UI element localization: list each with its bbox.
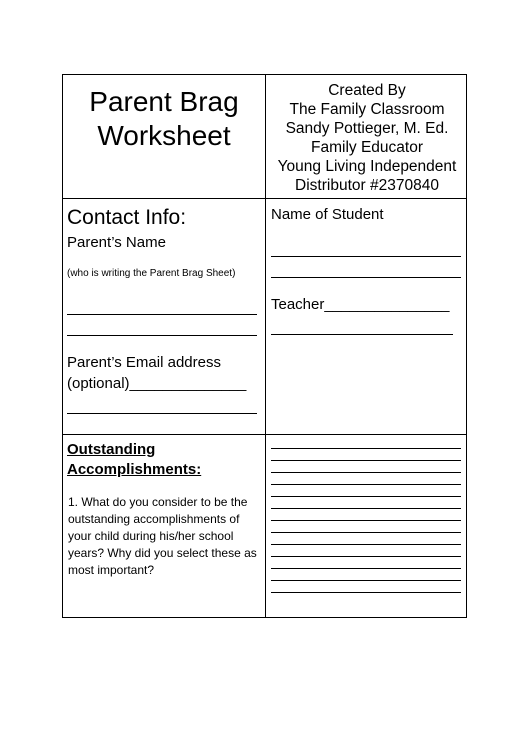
answer-line[interactable] — [271, 448, 461, 449]
title-line-1: Parent Brag — [89, 86, 239, 117]
accomplishments-heading-line-1: Outstanding — [67, 441, 156, 458]
title-line-2: Worksheet — [97, 120, 231, 151]
answer-line[interactable] — [271, 508, 461, 509]
credit-line: Sandy Pottieger, M. Ed. — [285, 120, 449, 137]
worksheet-table — [62, 74, 467, 618]
accomplishments-question: 1. What do you consider to be the outstanding accomplishments of your child during his/her school years? Why did you select these as most important? — [68, 495, 257, 577]
parent-name-line[interactable] — [67, 335, 257, 336]
answer-line[interactable] — [271, 592, 461, 593]
parent-name-label: Parent’s Name — [67, 234, 166, 251]
row-divider-contact — [63, 434, 466, 435]
worksheet-title — [63, 85, 265, 153]
parent-name-note: (who is writing the Parent Brag Sheet) — [67, 268, 236, 279]
accomplishments-heading — [67, 440, 201, 480]
credit-line: Young Living Independent — [277, 158, 457, 175]
credit-block — [266, 81, 468, 195]
answer-line[interactable] — [271, 472, 461, 473]
answer-line[interactable] — [271, 484, 461, 485]
answer-line[interactable] — [271, 496, 461, 497]
parent-name-line[interactable] — [67, 314, 257, 315]
answer-line[interactable] — [271, 532, 461, 533]
email-label: Parent’s Email address — [67, 354, 221, 371]
student-name-line[interactable] — [271, 277, 461, 278]
answer-line[interactable] — [271, 580, 461, 581]
accomplishments-heading-line-2: Accomplishments: — [67, 461, 202, 478]
email-line[interactable] — [67, 413, 257, 414]
answer-line[interactable] — [271, 544, 461, 545]
answer-line[interactable] — [271, 568, 461, 569]
credit-line: Family Educator — [311, 139, 423, 156]
credit-line: The Family Classroom — [289, 101, 445, 118]
teacher-line[interactable]: Teacher_______________ — [271, 296, 450, 313]
answer-line[interactable] — [271, 556, 461, 557]
credit-line: Created By — [328, 82, 406, 99]
answer-line[interactable] — [271, 520, 461, 521]
answer-line[interactable] — [271, 460, 461, 461]
student-name-line[interactable] — [271, 256, 461, 257]
teacher-extra-line[interactable] — [271, 334, 453, 335]
credit-line: Distributor #2370840 — [295, 177, 439, 194]
contact-info-heading: Contact Info: — [67, 206, 187, 229]
student-name-label: Name of Student — [271, 206, 384, 223]
row-divider-header — [63, 198, 466, 199]
email-optional-line[interactable]: (optional)______________ — [67, 375, 247, 392]
